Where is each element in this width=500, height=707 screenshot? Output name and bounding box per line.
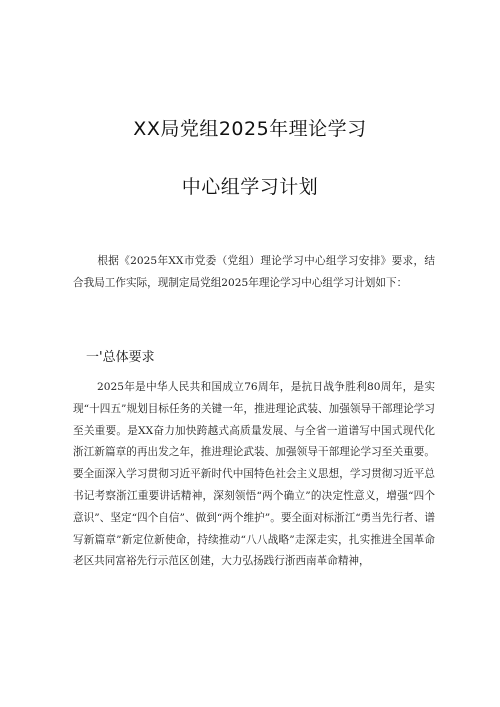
- section1-text: 2025年是中华人民共和国成立76周年，是抗日战争胜利80周年，是实现“十四五”规划目标任务的关键一年，推进理论武装、加强领导干部理论学习至关重要。是XX奋力加快跨越式高质量发展、与全省一道谱写中国式现代化浙江新篇章的再出发之年，推进理论武装、加强领导干部理论学习至关重要。要全面深入学习贯彻习近平新时代中国特色社会主义思想，学习贯彻习近平总书记考察浙江重要讲话精神，深刻领悟“两个确立”的决定性意义，增强“四个意识”、坚定“四个自信”、做到“两个维护”。要全面对标浙江“勇当先行者、谱写新篇章”新定位新使命，持续推动“八八战略”走深走实，扎实推进全国革命老区共同富裕先行示范区创建，大力弘扬践行浙西南革命精神，: [73, 381, 435, 568]
- section1-paragraph: [73, 377, 435, 573]
- section-heading-overall-requirements: 一'总体要求: [86, 350, 155, 365]
- document-title-line1: XX局党组2025年理论学习: [133, 118, 367, 140]
- document-title-line2: 中心组学习计划: [181, 176, 319, 198]
- intro-text: 根据《2025年XX市党委（党组）理论学习中心组学习安排》要求，结合我局工作实际，现制定局党组2025年理论学习中心组学习计划如下：: [73, 255, 435, 289]
- intro-paragraph: [73, 251, 435, 295]
